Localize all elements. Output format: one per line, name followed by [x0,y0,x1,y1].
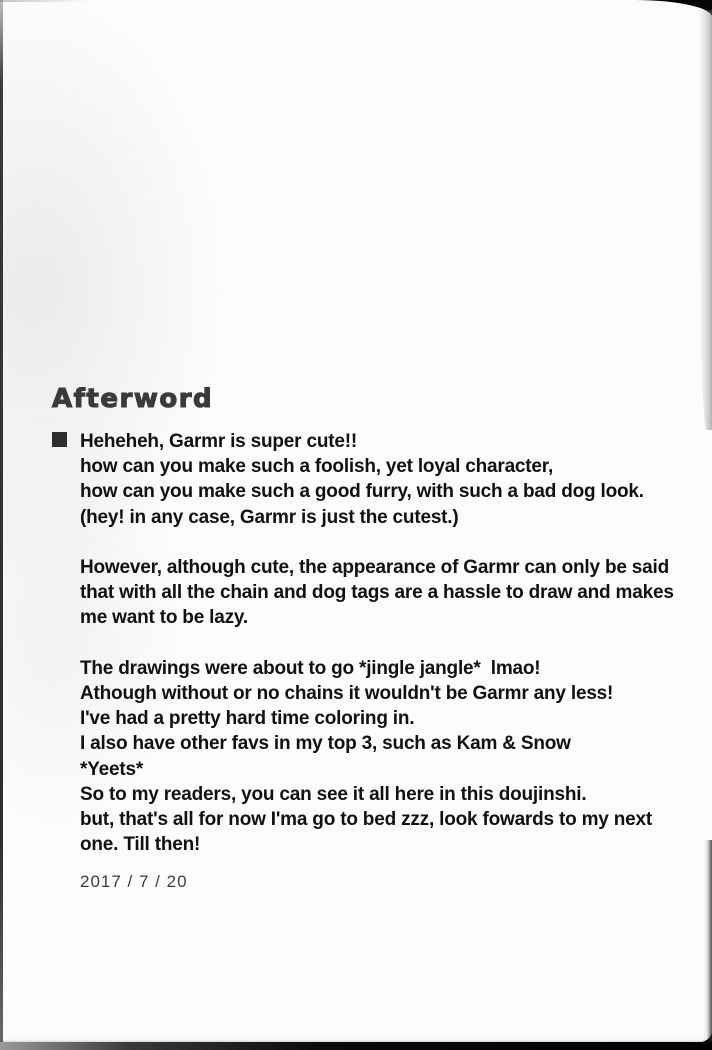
afterword-line-blank [80,631,688,656]
afterword-line: Heheheh, Garmr is super cute!! [80,431,357,452]
afterword-line: (hey! in any case, Garmr is just the cutest.) [80,506,459,528]
afterword-line: Athough without or no chains it wouldn't be Garmr any less! [80,683,614,704]
page-left-edge [0,0,3,1050]
page-curl-shadow-bottom [703,840,712,1043]
afterword-line: how can you make such a foolish, yet loyal character, [80,456,554,478]
afterword-line: how can you make such a good furry, with such a bad dog look. [80,481,644,503]
afterword-line: me want to be lazy. [80,607,248,629]
afterword-line: The drawings were about to go *jingle jangle* lmao! [80,657,541,679]
afterword-line: So to my readers, you can see it all here in this doujinshi. [80,783,587,805]
afterword-line-blank [80,530,688,555]
afterword-line: but, that's all for now I'ma go to bed zzz, look fowards to my next [80,809,653,831]
afterword-paragraphs [80,429,688,857]
afterword-line: I've had a pretty hard time coloring in. [80,708,415,730]
afterword-heading: Afterword [52,384,214,414]
publication-date: 2017 / 7 / 20 [80,872,188,891]
page-top-edge [0,0,90,2]
afterword-line: I also have other favs in my top 3, such as Kam & Snow [80,733,571,755]
afterword-line: that with all the chain and dog tags are a hassle to draw and makes [80,582,674,604]
page-curl-shadow-top [699,10,712,430]
square-bullet-icon [52,432,67,447]
afterword-line: one. Till then! [80,834,201,856]
page-bottom-edge [0,1042,712,1050]
afterword-line: *Yeets* [80,758,144,780]
afterword-line: However, although cute, the appearance of Garmr can only be said [80,557,670,578]
